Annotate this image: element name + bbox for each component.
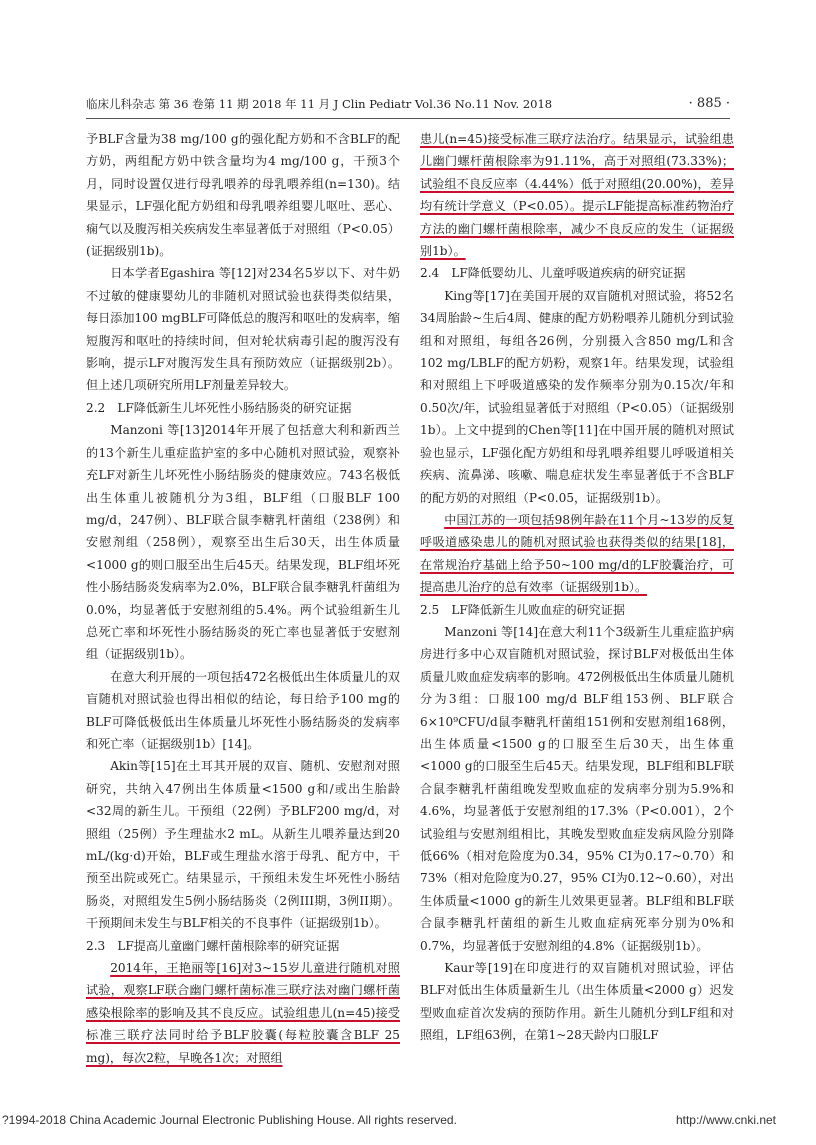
paragraph-text: 日本学者Egashira 等[12]对234名5岁以下、对牛奶不过敏的健康婴幼儿的非随机对照试验也获得类似结果，每日添加100 mgBLF可降低总的腹泻和呕吐的发病率，缩短腹泻和呕吐的持续时间，但对轮状病毒引起的腹泻没有影响，提示LF对腹泻发生具有预防效应（证据级别2b）。但上述几项研究所用LF剂量差异较大。 [86,266,400,393]
body-paragraph [420,621,734,957]
body-paragraph [420,285,734,509]
paragraph-text: 2.2 LF降低新生儿坏死性小肠结肠炎的研究证据 [86,400,352,415]
body-paragraph [86,262,400,396]
page-number: · 885 · [688,96,730,111]
running-header [86,94,730,119]
highlighted-text: 2014年，王艳丽等[16]对3~15岁儿童进行随机对照试验，观察LF联合幽门螺杆菌标准三联疗法对幽门螺杆菌感染根除率的影响及其不良反应。试验组患儿(n=45)接受标准三联疗法同时给予BLF胶囊(每粒胶囊含BLF 25 mg)，每次2粒，早晚各1次；对照组 [86,961,400,1065]
section-heading [86,397,400,419]
body-paragraph [86,419,400,665]
body-paragraph [86,755,400,934]
footer [2,1113,776,1127]
highlighted-text: 患儿(n=45)接受标准三联疗法治疗。结果显示，试验组患儿幽门螺杆菌根除率为91.11%，高于对照组(73.33%)；试验组不良反应率（4.44%）低于对照组(20.00%)，差异均有统计学意义（P<0.05）。提示LF能提高标准药物治疗方法的幽门螺杆菌根除率，减少不良反应的发生（证据级别1b）。 [420,132,734,259]
section-heading [86,935,400,957]
right-column [420,128,734,1047]
body-paragraph [420,509,734,599]
body-paragraph [86,957,400,1069]
section-heading [420,262,734,284]
highlighted-text: 中国江苏的一项包括98例年龄在11个月~13岁的反复呼吸道感染患儿的随机对照试验也获得类似的结果[18]，在常规治疗基础上给予50~100 mg/d的LF胶囊治疗，可提高患儿治疗的总有效率（证据级别1b）。 [420,512,734,595]
paragraph-text: Manzoni 等[14]在意大利11个3级新生儿重症监护病房进行多中心双盲随机对照试验，探讨BLF对极低出生体质量儿败血症发病率的影响。472例极低出生体质量儿随机分为3组：口服100 mg/d BLF组153例、BLF联合6×10⁹CFU/d鼠李糖乳杆菌组151例和安慰剂组168例，出生体质量<1500 g的口服至生后30天，出生体重<1000 g的口服至生后45天。结果发现，BLF组和BLF联合鼠李糖乳杆菌组晚发型败血症的发病率分别为5.9%和4.6%，均显著低于安慰剂组的17.3%（P<0.001），2个试验组与安慰剂组相比，其晚发型败血症发病风险分别降低66%（相对危险度为0.34，95% CI为0.17~0.70）和73%（相对危险度为0.27，95% CI为0.12~0.60），对出生体质量<1000 g的新生儿效果更显著。BLF组和BLF联合鼠李糖乳杆菌组的新生儿败血症病死率分别为0%和0.7%，均显著低于安慰剂组的4.8%（证据级别1b）。 [420,624,734,953]
paragraph-text: 2.4 LF降低婴幼儿、儿童呼吸道疾病的研究证据 [420,266,686,281]
paragraph-text: 在意大利开展的一项包括472名极低出生体质量儿的双盲随机对照试验也得出相似的结论，每日给予100 mg的BLF可降低极低出生体质量儿坏死性小肠结肠炎的发病率和死亡率（证据级别1b）[14]。 [86,669,400,751]
paragraph-text: Manzoni 等[13]2014年开展了包括意大利和新西兰的13个新生儿重症监护室的多中心随机对照试验，观察补充LF对新生儿坏死性小肠结肠炎的健康效应。743名极低出生体重儿被随机分为3组，BLF组（口服BLF 100 mg/d，247例）、BLF联合鼠李糖乳杆菌组（238例）和安慰剂组（258例），观察至出生后30天，出生体质量<1000 g的则口服至出生后45天。结果发现，BLF组坏死性小肠结肠炎发病率为2.0%，BLF联合鼠李糖乳杆菌组为0.0%，均显著低于安慰剂组的5.4%。两个试验组新生儿总死亡率和坏死性小肠结肠炎的死亡率也显著低于安慰剂组（证据级别1b）。 [86,423,400,662]
body-paragraph [420,128,734,262]
body-paragraph [420,957,734,1047]
paragraph-text: 2.3 LF提高儿童幽门螺杆菌根除率的研究证据 [86,938,340,953]
section-heading [420,599,734,621]
paragraph-text: Akin等[15]在土耳其开展的双盲、随机、安慰剂对照研究，共纳入47例出生体质量<1500 g和/或出生胎龄<32周的新生儿。干预组（22例）予BLF200 mg/d，对照组（25例）予生理盐水2 mL。从新生儿喂养量达到20 mL/(kg·d)开始，BLF或生理盐水溶于母乳、配方中，干预至出院或死亡。结果显示，干预组未发生坏死性小肠结肠炎，对照组发生5例小肠结肠炎（2例III期，3例II期）。干预期间未发生与BLF相关的不良事件（证据级别1b）。 [86,759,400,931]
body-paragraph [86,666,400,756]
paragraph-text: King等[17]在美国开展的双盲随机对照试验，将52名34周胎龄~生后4周、健康的配方奶粉喂养儿随机分到试验组和对照组，每组各26例，分别摄入含850 mg/L和含102 mg/LBLF的配方奶粉，观察1年。结果发现，试验组和对照组上下呼吸道感染的发作频率分别为0.15次/年和0.50次/年，试验组显著低于对照组（P<0.05）（证据级别1b）。上文中提到的Chen等[11]在中国开展的随机对照试验也显示，LF强化配方奶组和母乳喂养组婴儿呼吸道相关疾病、流鼻涕、咳嗽、喘息症状发生率显著低于不含BLF的配方奶的对照组（P<0.05，证据级别1b）。 [420,288,734,505]
paragraph-text: 2.5 LF降低新生儿败血症的研究证据 [420,602,625,617]
left-column [86,128,400,1069]
footer-url[interactable]: http://www.cnki.net [675,1113,776,1127]
paragraph-text: 予BLF含量为38 mg/100 g的强化配方奶和不含BLF的配方奶，两组配方奶中铁含量均为4 mg/100 g，干预3个月，同时设置仅进行母乳喂养的母乳喂养组(n=130)。结果显示，LF强化配方奶组和母乳喂养组婴儿呕吐、恶心、痫气以及腹泻相关疾病发生率显著低于对照组（P<0.05）(证据级别1b)。 [86,132,400,259]
journal-citation: 临床儿科杂志 第 36 卷第 11 期 2018 年 11 月 J Clin Pediatr Vol.36 No.11 Nov. 2018 [86,97,553,111]
body-paragraph [86,128,400,262]
copyright-notice: ?1994-2018 China Academic Journal Electronic Publishing House. All rights reserved. [2,1113,457,1127]
paragraph-text: Kaur等[19]在印度进行的双盲随机对照试验，评估BLF对低出生体质量新生儿（出生体质量<2000 g）迟发型败血症首次发病的预防作用。新生儿随机分到LF组和对照组，LF组63例，在第1~28天龄内口服LF [420,961,734,1043]
